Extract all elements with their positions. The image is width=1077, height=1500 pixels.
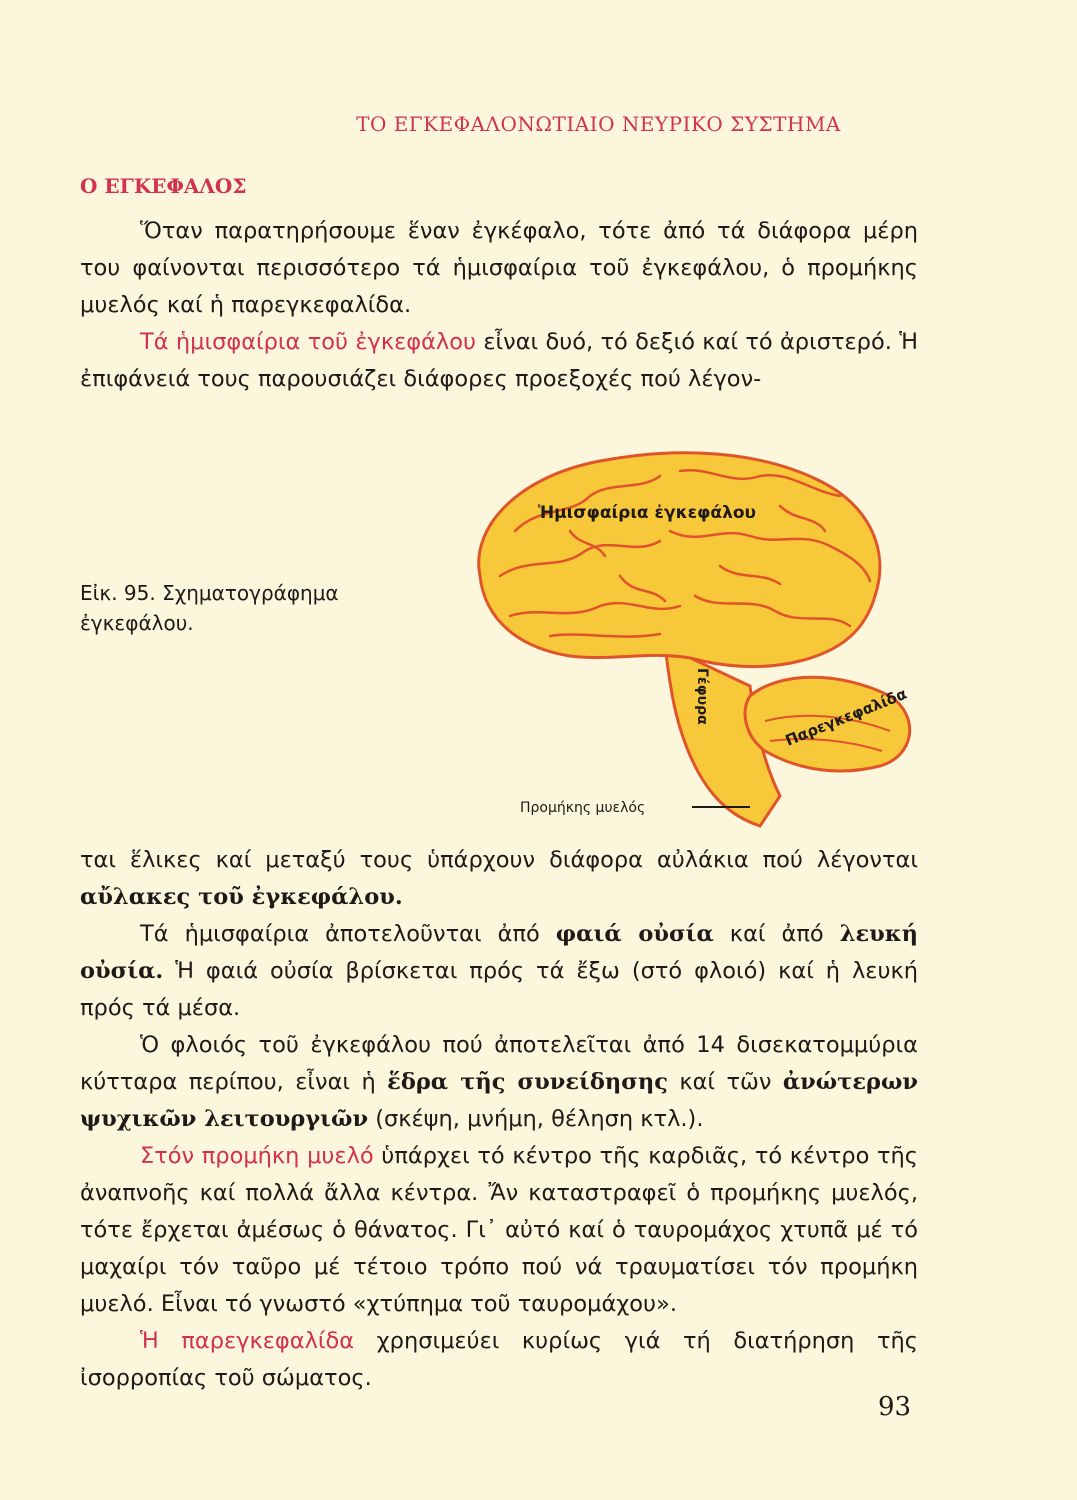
brain-figure [420,436,940,831]
paragraph-intro [80,213,918,398]
matter-text-3: Ἡ φαιά οὐσία βρίσκεται πρός τά ἔξω (στό φλοιό) καί ἡ λευκή πρός τά μέσα. [80,958,918,1021]
higher-functions-term: ἀνώτερων ψυχικῶν λειτουργιῶν [80,1069,918,1132]
cortex-text-1: Ὁ φλοιός τοῦ ἐγκεφάλου πού ἀποτελεῖται ἀπό 14 δισεκατομμύρια κύτταρα περίπου, εἶναι ἡ [80,1032,918,1095]
paragraph-intro-text: Ὅταν παρατηρήσουμε ἕναν ἐγκέφαλο, τότε ἀπό τά διάφορα μέρη του φαίνονται περισσότερο τά ἡμισφαίρια τοῦ ἐγκεφάλου, ὁ προμήκης μυελός καί ἡ παρεγκεφαλίδα. [80,218,918,318]
page-number: 93 [878,1392,912,1422]
label-hemispheres: Ἡμισφαίρια ἐγκεφάλου [538,503,757,523]
cerebellum-text: χρησιμεύει κυρίως γιά τή διατήρηση τῆς ἰσορροπίας τοῦ σώματος. [80,1328,918,1391]
sulci-term: αὔλακες τοῦ ἐγκεφάλου. [80,884,403,910]
white-matter-term: λευκή οὐσία. [80,921,918,984]
consciousness-term: ἕδρα τῆς συνείδησης [387,1069,668,1095]
hemispheres-term: Τά ἡμισφαίρια τοῦ ἐγκεφάλου [140,329,477,355]
section-title: Ο ΕΓΚΕΦΑΛΟΣ [80,174,247,198]
figure-caption: Εἰκ. 95. Σχηματογράφημα ἐγκεφάλου. [80,581,339,635]
cerebrum-shape [479,453,880,667]
cerebellum-term: Ἡ παρεγκεφαλίδα [140,1328,355,1354]
label-cerebellum: Παρεγκεφαλίδα [782,684,910,750]
paragraph-gyri [80,842,918,1397]
cortex-text-3: (σκέψη, μνήμη, θέληση κτλ.). [368,1106,704,1132]
grey-matter-term: φαιά οὐσία [555,921,714,947]
paragraph-hemispheres-text: εἶναι δυό, τό δεξιό καί τό ἀριστερό. Ἡ ἐπιφάνειά τους παρουσιάζει διάφορες προεξοχές πού λέγον- [80,329,918,392]
paragraph-gyri-text: ται ἕλικες καί μεταξύ τους ὑπάρχουν διάφορα αὐλάκια πού λέγονται [80,847,918,873]
matter-text-1: Τά ἡμισφαίρια ἀποτελοῦνται ἀπό [140,921,556,947]
medulla-text: ὑπάρχει τό κέντρο τῆς καρδιᾶς, τό κέντρο τῆς ἀναπνοῆς καί πολλά ἄλλα κέντρα. Ἄν καταστραφεῖ ὁ προμήκης μυελός, τότε ἔρχεται ἀμέσως ὁ θάνατος. Γι᾿ αὐτό καί ὁ ταυρομάχος χτυπᾶ μέ τό μαχαίρι τόν ταῦρο μέ τέτοιο τρόπο πού νά τραυματίσει τόν προμήκη μυελό. Εἶναι τό γνωστό «χτύπημα τοῦ ταυρομάχου». [80,1143,918,1317]
medulla-term: Στόν προμήκη μυελό [140,1143,374,1169]
matter-text-2: καί ἀπό [713,921,840,947]
running-head: ΤΟ ΕΓΚΕΦΑΛΟΝΩΤΙΑΙΟ ΝΕΥΡΙΚΟ ΣΥΣΤΗΜΑ [356,112,841,136]
label-bridge: Γέφυρα [694,668,710,725]
cortex-text-2: καί τῶν [667,1069,783,1095]
label-medulla: Προμήκης μυελός [520,800,646,816]
